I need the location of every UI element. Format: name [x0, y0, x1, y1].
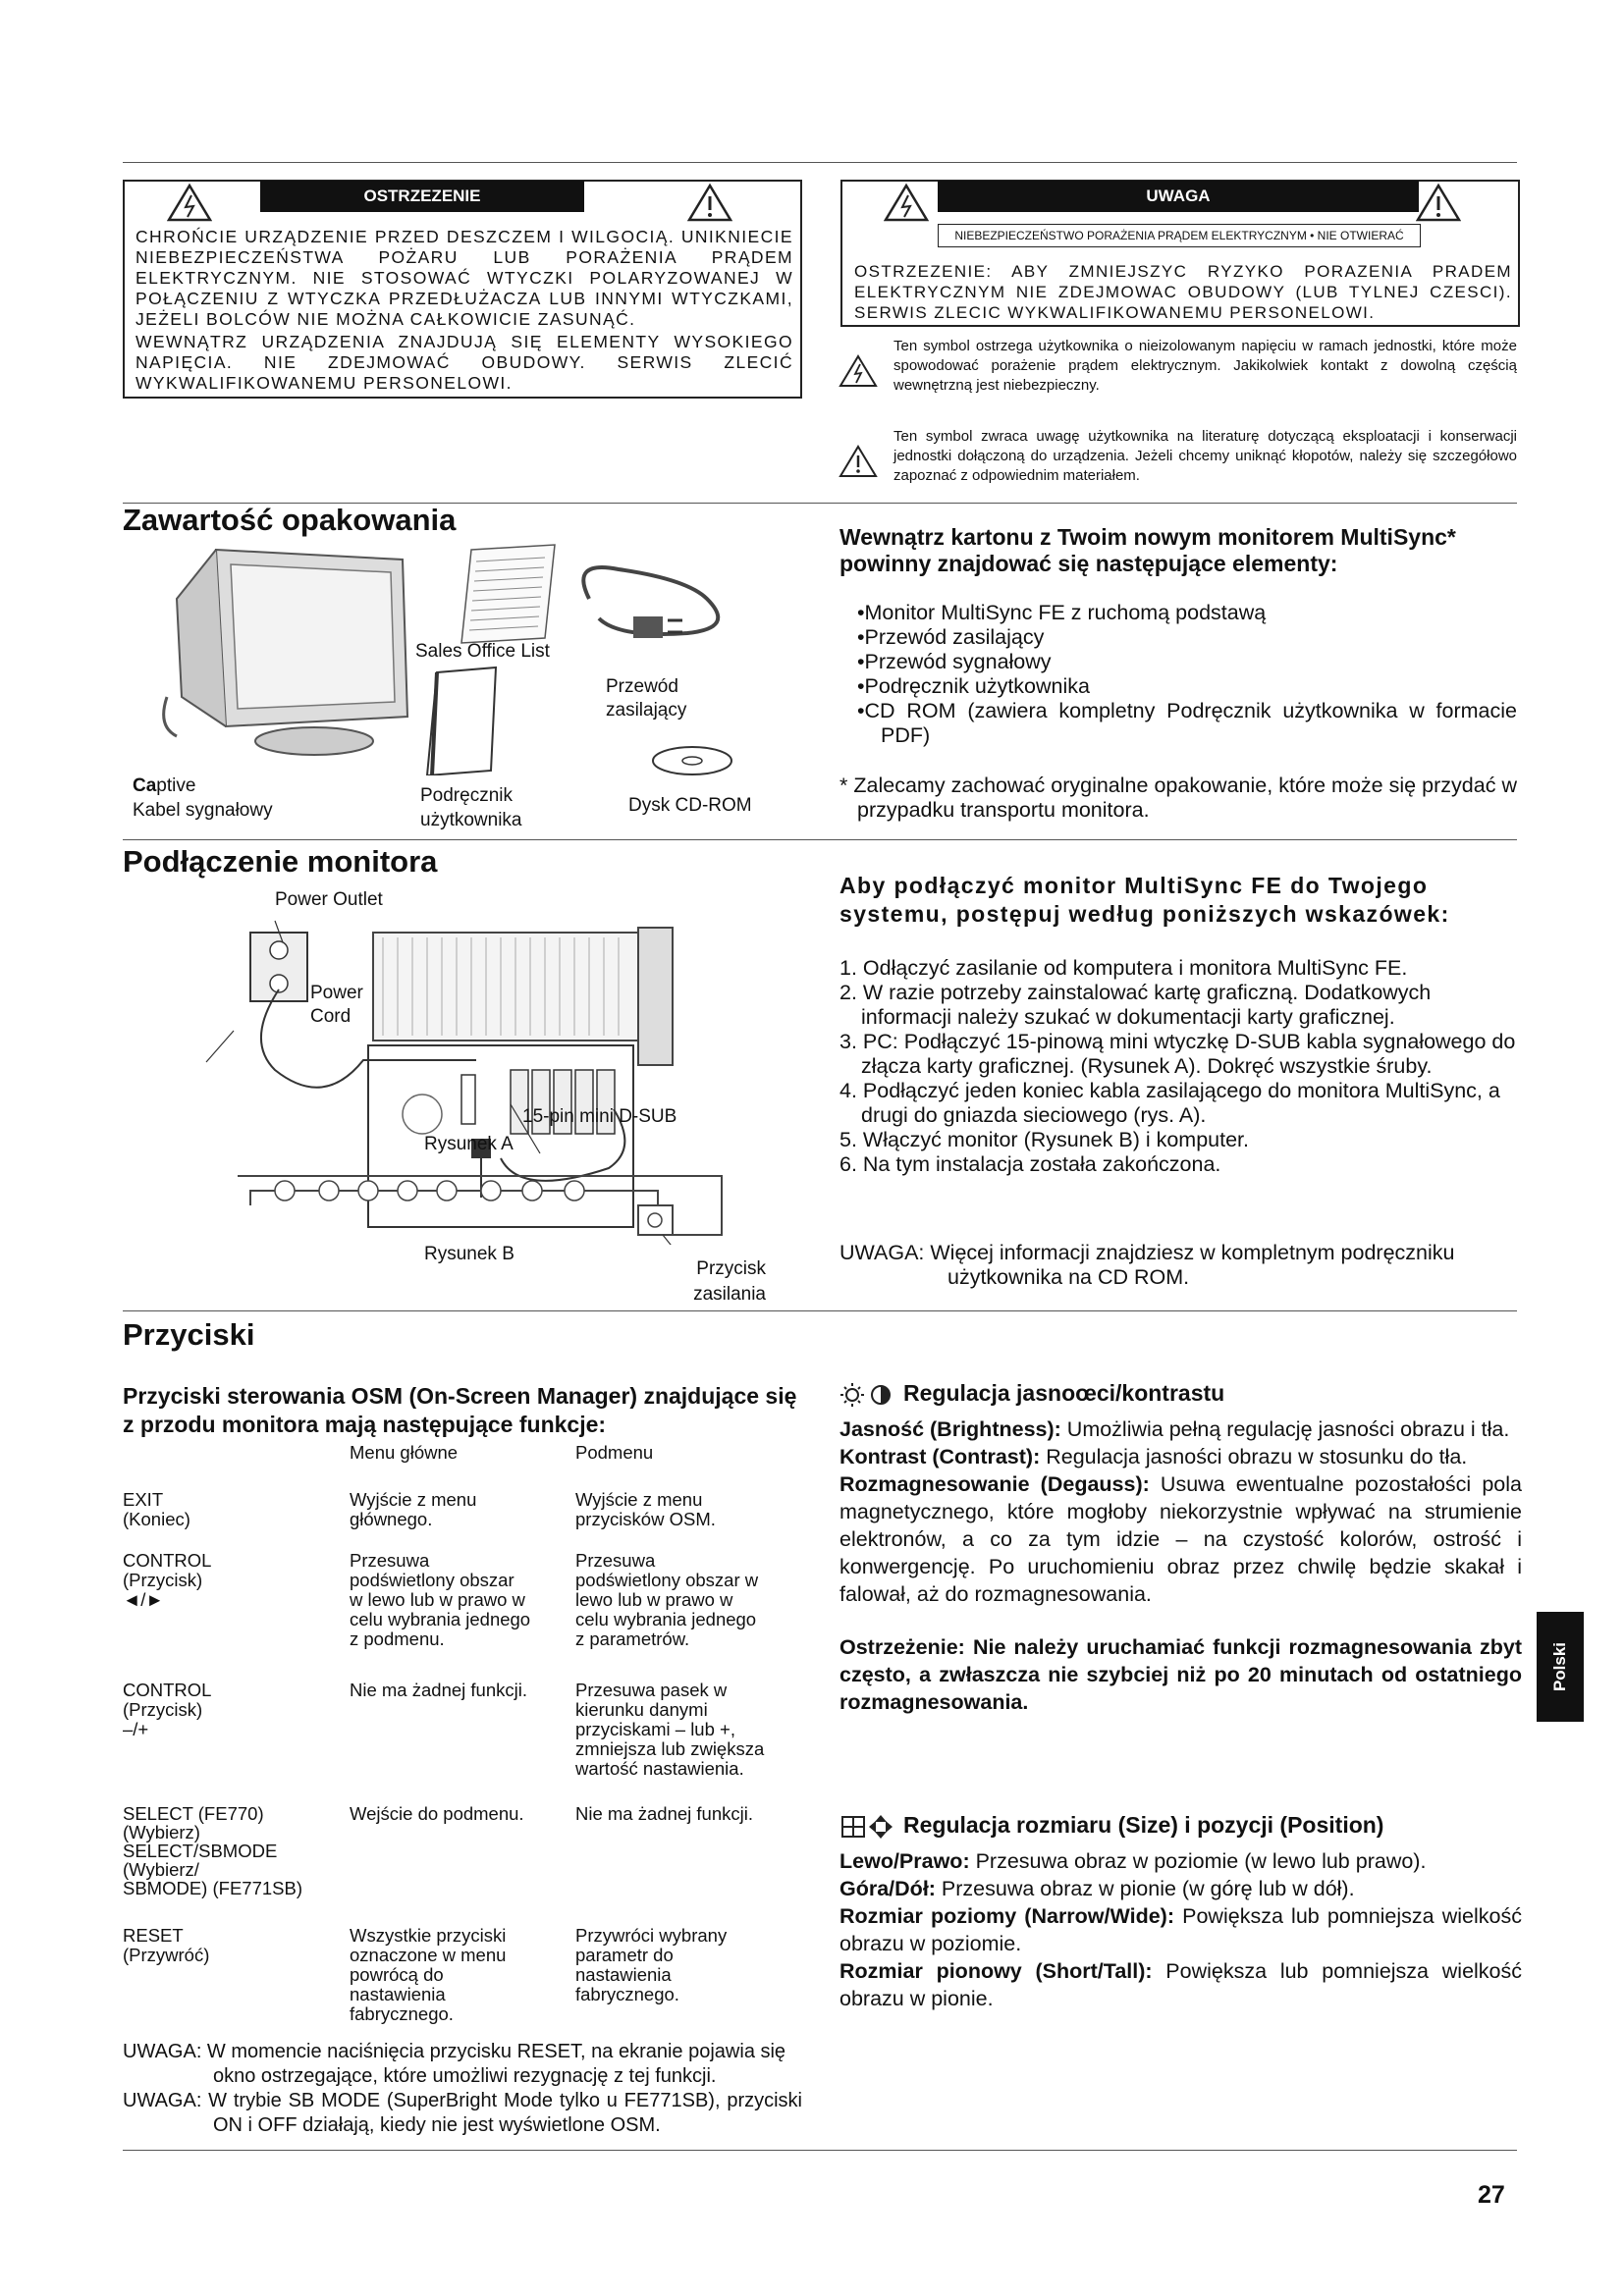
degauss-label: Rozmagnesowanie (Degauss): — [839, 1472, 1150, 1496]
language-tab-label: Polski — [1550, 1641, 1569, 1692]
list-item: •Podręcznik użytkownika — [857, 674, 1090, 698]
sales-office-list-illustration — [461, 545, 555, 643]
label-dsub: 15-pin mini D-SUB — [522, 1106, 677, 1127]
list-item: 5. Włączyć monitor (Rysunek B) i komputer. — [839, 1128, 1249, 1151]
shock-warning-icon — [167, 183, 212, 222]
list-item: 1. Odłączyć zasilanie od komputera i monitora MultiSync FE. — [839, 956, 1408, 980]
size-p2 — [839, 1875, 1522, 1902]
package-heading: Zawartość opakowania — [123, 503, 457, 537]
section-rule — [123, 839, 1517, 840]
page-number: 27 — [1478, 2181, 1505, 2209]
warning-left-p1: CHROŃCIE URZĄDZENIE PRZED DESZCZEM I WILGOCIĄ. UNIKNIECIE NIEBEZPIECZEŃSTWA POŻARU LUB PORAŻENIA PRĄDEM ELEKTRYCZNYM. NIE STOSOWAĆ WTYCZKI POLARYZOWANEJ W POŁĄCZENIU Z WTYCZKA PRZEDŁUŻACZA LUB INNYMI WTYCZKAMI, JEŻELI BOLCÓW NIE MOŻNA CAŁKOWICIE ZASUNĄĆ. — [135, 227, 793, 329]
cdrom-illustration — [653, 747, 731, 774]
label-cdrom: Dysk CD-ROM — [628, 795, 752, 816]
label-manual: Podręcznik użytkownika — [420, 785, 522, 830]
front-panel-figure — [236, 1166, 746, 1245]
label-captive-rest: ptive — [156, 775, 196, 796]
connect-intro: Aby podłączyć monitor MultiSync FE do Twojego systemu, postępuj według poniższych wskazówek: — [839, 873, 1450, 927]
osm-row-control2-sub: Przesuwa pasek w kierunku danymi przyciskami – lub +, zmniejsza lub zwiększa wartość nastawienia. — [575, 1680, 765, 1779]
warning-label: Ostrzeżenie: — [839, 1635, 965, 1659]
symbol-note-2: Ten symbol zwraca uwagę użytkownika na literaturę dotyczącą eksploatacji i konserwacji jednostki dołączoną do urządzenia. Jeżeli chcemy uniknąć kłopotów, należy się szczegółowo zapoznać z odpowiednim materiałem. — [893, 428, 1517, 484]
exclamation-symbol-icon — [839, 444, 878, 479]
symbol-note-1: Ten symbol ostrzega użytkownika o nieizolowanym napięciu w ramach jednostki, które może spowodować porażenie prądem elektrycznym. Jakikolwiek kontakt z dowolną częścią wewnętrzną jest niebezpieczny. — [893, 338, 1517, 394]
warning-left-title: OSTRZEZENIE — [260, 181, 584, 212]
size-body — [839, 1847, 1522, 2012]
label-power-button: Przycisk zasilania — [693, 1258, 766, 1305]
size-p4-label: Rozmiar pionowy (Short/Tall): — [839, 1959, 1153, 1983]
buttons-note-1: UWAGA: W momencie naciśnięcia przycisku RESET, na ekranie pojawia się okno ostrzegające, które umożliwi rezygnację z tej funkcji. — [123, 2041, 786, 2087]
list-item: 4. Podłączyć jeden koniec kabla zasilającego do monitora MultiSync, a drugi do gniazda sieciowego (rys. A). — [839, 1079, 1500, 1127]
brightness-p1 — [839, 1415, 1522, 1443]
list-item: •Monitor MultiSync FE z ruchomą podstawą — [857, 601, 1267, 624]
list-item: •CD ROM (zawiera kompletny Podręcznik użytkownika w formacie PDF) — [857, 699, 1517, 747]
degauss-p3 — [839, 1470, 1522, 1608]
shock-warning-icon — [884, 183, 929, 222]
osm-row-select-name: SELECT (FE770) (Wybierz) SELECT/SBMODE (Wybierz/ SBMODE) (FE771SB) — [123, 1803, 302, 1898]
top-rule — [123, 162, 1517, 163]
language-tab — [1537, 1612, 1584, 1722]
label-power-cord-fig: Power Cord — [310, 983, 363, 1027]
degauss-warning — [839, 1633, 1522, 1716]
col-sub-header: Podmenu — [575, 1442, 654, 1463]
warning-left-p2: WEWNĄTRZ URZĄDZENIA ZNAJDUJĄ SIĘ ELEMENTY WYSOKIEGO NAPIĘCIA. NIE ZDEJMOWAĆ OBUDOWY. SERWIS ZLECIĆ WYKWALIFIKOWANEMU PERSONELOWI. — [135, 332, 793, 393]
contrast-p2 — [839, 1443, 1522, 1470]
size-p3-label: Rozmiar poziomy (Narrow/Wide): — [839, 1904, 1174, 1928]
package-footnote: * Zalecamy zachować oryginalne opakowanie, które może się przydać w przypadku transportu monitora. — [839, 774, 1517, 822]
manual-illustration — [427, 667, 496, 775]
osm-row-reset-main: Wszystkie przyciski oznaczone w menu powrócą do nastawienia fabrycznego. — [350, 1925, 507, 2024]
col-main-header: Menu główne — [350, 1442, 459, 1463]
list-item: •Przewód zasilający — [857, 625, 1045, 649]
label-power-cord: Przewód zasilający — [606, 676, 687, 721]
brightness-heading: Regulacja jasnoœci/kontrastu — [903, 1380, 1225, 1406]
exclamation-warning-icon — [687, 183, 732, 222]
label-fig-b: Rysunek B — [424, 1244, 514, 1264]
osm-row-exit-sub: Wyjście z menu przycisków OSM. — [575, 1489, 716, 1529]
osm-row-reset-name: RESET (Przywróć) — [123, 1925, 210, 1965]
osm-row-select-sub: Nie ma żadnej funkcji. — [575, 1803, 753, 1824]
label-fig-a: Rysunek A — [424, 1134, 514, 1154]
warning-text: Nie należy uruchamiać funkcji rozmagnesowania zbyt często, a zwłaszcza nie szybciej niż po 20 minutach od ostatniego rozmagnesowania. — [839, 1635, 1522, 1714]
warning-right-title: UWAGA — [938, 181, 1419, 212]
package-intro: Wewnątrz kartonu z Twoim nowym monitorem MultiSync* powinny znajdować się następujące elementy: — [839, 524, 1456, 576]
brightness-text: Umożliwia pełną regulację jasności obrazu i tła. — [1060, 1417, 1510, 1441]
warning-right-text: OSTRZEZENIE: ABY ZMNIEJSZYC RYZYKO PORAZENIA PRADEM ELEKTRYCZNYM NIE ZDEJMOWAC OBUDOWY (LUB TYLNEJ CZESCI). SERWIS ZLECIC WYKWALIFIKOWANEMU PERSONELOWI. — [854, 262, 1512, 322]
list-item: 3. PC: Podłączyć 15-pinową mini wtyczkę D-SUB kabla sygnałowego do złącza karty graficznej. (Rysunek A). Dokręć wszystkie śruby. — [839, 1030, 1516, 1078]
power-cord-illustration — [583, 567, 718, 638]
brightness-body — [839, 1415, 1522, 1716]
contrast-label: Kontrast (Contrast): — [839, 1445, 1041, 1468]
monitor-illustration — [164, 550, 407, 755]
label-power-outlet: Power Outlet — [275, 889, 383, 910]
label-captive-bold: Ca — [133, 775, 157, 796]
size-p4-text: Powiększa lub pomniejsza wielkość obrazu w pionie. — [839, 1959, 1523, 2010]
osm-row-control-main: Przesuwa podświetlony obszar w lewo lub w prawo w celu wybrania jednego z podmenu. — [350, 1550, 531, 1649]
connect-note: UWAGA: Więcej informacji znajdziesz w kompletnym podręczniku użytkownika na CD ROM. — [839, 1241, 1455, 1289]
section-rule — [123, 1310, 1517, 1311]
label-sales-office: Sales Office List — [415, 641, 550, 662]
brightness-contrast-icon — [840, 1382, 895, 1408]
warning-right-subtitle: NIEBEZPIECZEŃSTWO PORAŻENIA PRĄDEM ELEKTRYCZNYM • NIE OTWIERAĆ — [938, 224, 1421, 247]
list-item: •Przewód sygnałowy — [857, 650, 1052, 673]
list-item: 2. W razie potrzeby zainstalować kartę graficzną. Dodatkowych informacji należy szukać w dokumentacji karty graficznej. — [839, 981, 1432, 1029]
bottom-rule — [123, 2150, 1517, 2151]
contrast-text: Regulacja jasności obrazu w stosunku do tła. — [1040, 1445, 1468, 1468]
buttons-note-2: UWAGA: W trybie SB MODE (SuperBright Mode tylko u FE771SB), przyciski ON i OFF działają, kiedy nie jest wyświetlone OSM. — [123, 2090, 802, 2136]
connect-heading: Podłączenie monitora — [123, 844, 438, 879]
size-heading: Regulacja rozmiaru (Size) i pozycji (Position) — [903, 1812, 1384, 1838]
brightness-label: Jasność (Brightness): — [839, 1417, 1061, 1441]
osm-row-control2-name: CONTROL (Przycisk) –/+ — [123, 1680, 212, 1739]
size-p2-label: Góra/Dół: — [839, 1877, 936, 1900]
size-p4 — [839, 1957, 1522, 2012]
connect-steps — [839, 956, 1517, 1177]
buttons-subheading: Przyciski sterowania OSM (On-Screen Manager) znajdujące się z przodu monitora mają następujące funkcje: — [123, 1383, 797, 1437]
size-position-icon — [840, 1814, 895, 1840]
label-captive — [133, 775, 195, 797]
degauss-text: Usuwa ewentualne pozostałości pola magnetycznego, które mogłoby niekorzystnie wpływać na strumienie elektronów, a co za tym idzie – na czystość kolorów, ostrość i konwergencję. Po uruchomieniu obraz przez chwilę będzie skakał i falował, aż do rozmagnesowania. — [839, 1472, 1522, 1606]
shock-symbol-icon — [839, 353, 878, 389]
osm-row-reset-sub: Przywróci wybrany parametr do nastawienia fabrycznego. — [575, 1925, 728, 2004]
size-p1-label: Lewo/Prawo: — [839, 1849, 970, 1873]
osm-row-exit-name: EXIT (Koniec) — [123, 1489, 190, 1529]
size-p3 — [839, 1902, 1522, 1957]
warning-left-text — [135, 227, 793, 396]
osm-row-control-name: CONTROL (Przycisk) ◄/► — [123, 1550, 212, 1610]
size-p2-text: Przesuwa obraz w pionie (w górę lub w dół). — [935, 1877, 1355, 1900]
osm-row-select-main: Wejście do podmenu. — [350, 1803, 524, 1824]
osm-row-control2-main: Nie ma żadnej funkcji. — [350, 1680, 527, 1700]
osm-row-control-sub: Przesuwa podświetlony obszar w lewo lub w prawo w celu wybrania jednego z parametrów. — [575, 1550, 759, 1649]
list-item: 6. Na tym instalacja została zakończona. — [839, 1152, 1221, 1176]
label-signal-cable: Kabel sygnałowy — [133, 800, 273, 821]
osm-row-exit-main: Wyjście z menu głównego. — [350, 1489, 477, 1529]
exclamation-warning-icon — [1416, 183, 1461, 222]
size-p1 — [839, 1847, 1522, 1875]
size-p3-text: Powiększa lub pomniejsza wielkość obrazu w poziomie. — [839, 1904, 1522, 1955]
package-items-list — [857, 601, 1517, 748]
buttons-heading: Przyciski — [123, 1317, 255, 1352]
size-p1-text: Przesuwa obraz w poziomie (w lewo lub prawo). — [969, 1849, 1427, 1873]
